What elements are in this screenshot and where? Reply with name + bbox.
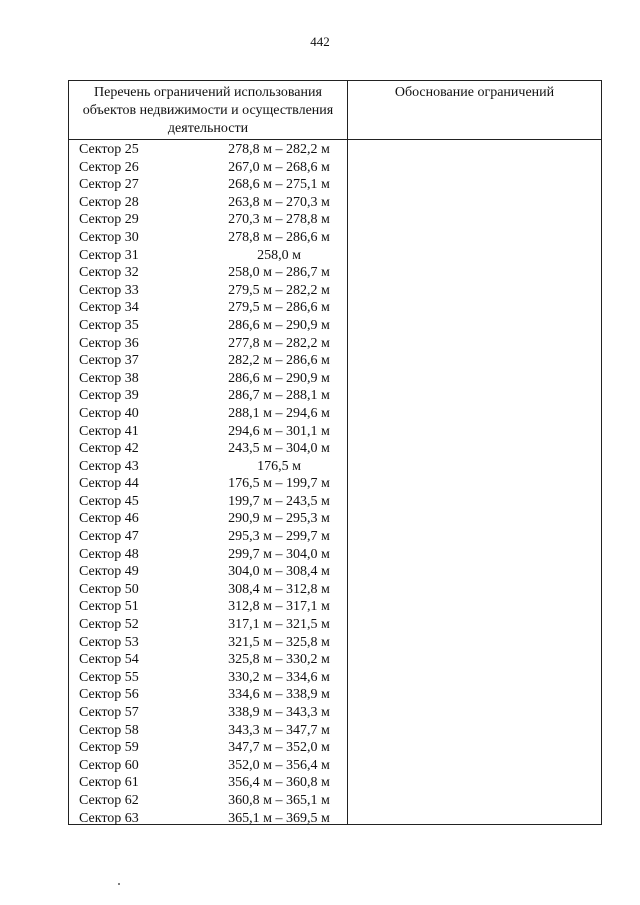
table-row [69,176,347,194]
sector-range: 243,5 м – 304,0 м [228,441,330,457]
sector-range: 258,0 м [257,247,301,263]
table-row [69,810,347,828]
table-row [69,792,347,810]
scan-speck [118,883,120,885]
header-left-line: деятельности [167,121,249,136]
sector-name: Сектор 57 [79,705,139,720]
table-row [69,510,347,528]
sector-name: Сектор 55 [79,669,139,685]
sector-name: Сектор 35 [79,317,139,333]
sector-range: 356,4 м – 360,8 м [228,775,330,791]
table-row [69,704,347,722]
sector-name: Сектор 40 [79,405,139,421]
sector-range: 258,0 м – 286,7 м [228,265,330,281]
sector-name: Сектор 44 [79,476,139,492]
sector-range: 321,5 м – 325,8 м [228,634,330,650]
sector-name: Сектор 46 [79,511,139,527]
header-restrictions-list [69,84,347,138]
sector-name: Сектор 56 [79,687,139,703]
restrictions-table [68,80,602,825]
sector-name: Сектор 51 [79,599,139,615]
table-row [69,405,347,423]
table-row [69,141,347,159]
sector-name: Сектор 39 [79,388,139,404]
table-row [69,581,347,599]
sector-name: Сектор 49 [79,564,139,580]
sector-range: 338,9 м – 343,3 м [228,705,330,720]
sector-range: 290,9 м – 295,3 м [228,511,330,527]
table-row [69,493,347,511]
sector-range: 352,0 м – 356,4 м [228,757,330,773]
sector-range: 263,8 м – 270,3 м [228,194,330,210]
sector-name: Сектор 59 [79,740,139,756]
sector-name: Сектор 36 [79,335,139,351]
header-justification: Обоснование ограничений [394,85,555,100]
table-row [69,282,347,300]
table-header [69,81,601,140]
sector-name: Сектор 58 [79,722,139,738]
sector-range: 360,8 м – 365,1 м [228,792,330,808]
sector-name: Сектор 50 [79,581,139,597]
table-row [69,528,347,546]
table-row [69,229,347,247]
sector-name: Сектор 31 [79,247,139,263]
sector-range: 267,0 м – 268,6 м [228,159,330,175]
table-row [69,669,347,687]
table-row [69,194,347,212]
sector-range: 279,5 м – 282,2 м [228,282,330,298]
sector-name: Сектор 30 [79,229,139,245]
sector-name: Сектор 26 [79,159,139,175]
sector-range: 299,7 м – 304,0 м [228,546,330,562]
sector-name: Сектор 27 [79,177,139,193]
table-row [69,440,347,458]
table-row [69,546,347,564]
sector-range: 278,8 м – 286,6 м [228,229,330,245]
sector-name: Сектор 48 [79,546,139,562]
table-row [69,299,347,317]
sector-range: 347,7 м – 352,0 м [228,740,330,756]
sector-range: 277,8 м – 282,2 м [228,335,330,351]
sector-range: 176,5 м [257,458,301,474]
table-row [69,563,347,581]
sector-range: 294,6 м – 301,1 м [228,423,330,439]
sector-name: Сектор 38 [79,370,139,386]
sector-range: 286,6 м – 290,9 м [228,317,330,333]
table-row [69,159,347,177]
sector-name: Сектор 47 [79,529,139,545]
sector-name: Сектор 29 [79,212,139,228]
sector-range: 308,4 м – 312,8 м [228,581,330,597]
sector-name: Сектор 45 [79,493,139,509]
sector-name: Сектор 61 [79,775,139,791]
table-row [69,423,347,441]
sector-range: 176,5 м – 199,7 м [228,476,330,492]
header-left-line: Перечень ограничений использования [94,85,322,100]
sector-range: 365,1 м – 369,5 м [228,810,330,826]
sector-range: 330,2 м – 334,6 м [228,669,330,685]
table-row [69,335,347,353]
header-left-line: объектов недвижимости и осуществления [82,103,334,118]
sector-name: Сектор 54 [79,652,139,668]
sector-name: Сектор 43 [79,458,139,474]
table-row [69,211,347,229]
sector-range: 282,2 м – 286,6 м [228,353,330,369]
table-row [69,722,347,740]
sector-name: Сектор 53 [79,634,139,650]
sector-range: 325,8 м – 330,2 м [228,652,330,668]
table-row [69,616,347,634]
sector-range: 343,3 м – 347,7 м [228,722,330,738]
sector-range: 279,5 м – 286,6 м [228,300,330,316]
sector-range: 270,3 м – 278,8 м [228,212,330,228]
sector-name: Сектор 60 [79,757,139,773]
sector-range: 286,6 м – 290,9 м [228,370,330,386]
sector-range: 288,1 м – 294,6 м [228,405,330,421]
sector-name: Сектор 42 [79,441,139,457]
table-row [69,757,347,775]
table-row [69,352,347,370]
sector-range: 278,8 м – 282,2 м [228,142,330,157]
sector-range: 199,7 м – 243,5 м [228,493,330,509]
table-row [69,739,347,757]
table-row [69,370,347,388]
table-row [69,598,347,616]
sector-range: 268,6 м – 275,1 м [228,177,330,193]
sector-name: Сектор 52 [79,617,139,633]
sector-name: Сектор 62 [79,792,139,808]
sector-name: Сектор 34 [79,300,139,316]
sector-range: 304,0 м – 308,4 м [228,564,330,580]
sector-range: 334,6 м – 338,9 м [228,687,330,703]
table-row [69,247,347,265]
table-row [69,317,347,335]
sector-name: Сектор 32 [79,265,139,281]
sector-name: Сектор 37 [79,353,139,369]
table-row [69,387,347,405]
sector-range: 286,7 м – 288,1 м [228,388,330,404]
sector-name: Сектор 63 [79,810,139,826]
sector-range: 317,1 м – 321,5 м [228,617,330,633]
table-body [69,141,347,827]
sector-range: 312,8 м – 317,1 м [228,599,330,615]
table-row [69,264,347,282]
sector-range: 295,3 м – 299,7 м [228,529,330,545]
table-row [69,774,347,792]
table-row [69,634,347,652]
sector-name: Сектор 41 [79,423,139,439]
sector-name: Сектор 25 [79,142,139,157]
page-number: 442 [310,34,330,49]
table-row [69,651,347,669]
table-row [69,458,347,476]
sector-name: Сектор 28 [79,194,139,210]
sector-name: Сектор 33 [79,282,139,298]
table-row [69,686,347,704]
table-row [69,475,347,493]
column-divider [347,81,348,824]
